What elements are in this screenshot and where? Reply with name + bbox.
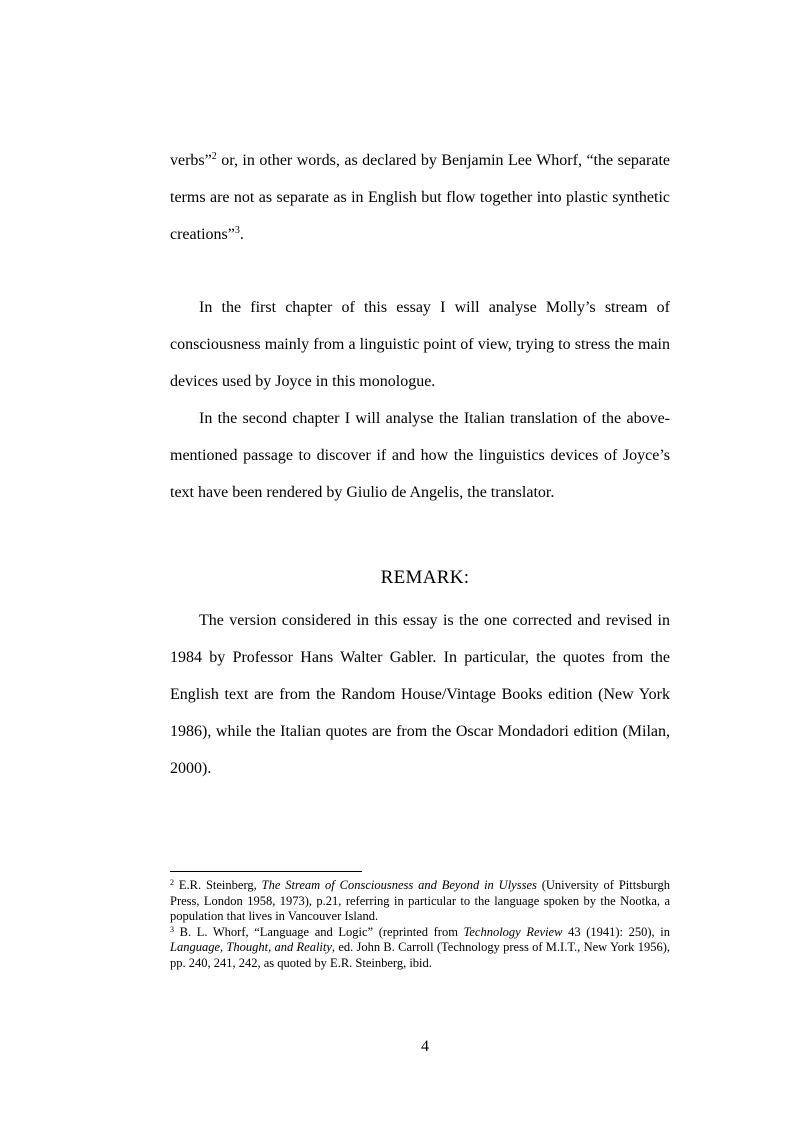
paragraph-text: . bbox=[239, 226, 244, 243]
footnote-book-title: Language, Thought, and Reality bbox=[170, 940, 332, 955]
footnote-number: 2 bbox=[170, 878, 174, 887]
footnote-ref-3[interactable]: 3 bbox=[234, 225, 240, 236]
footnote-ref-2[interactable]: 2 bbox=[211, 151, 217, 162]
paragraph-text: verbs” bbox=[170, 152, 212, 169]
footnote-3 bbox=[170, 925, 670, 972]
footnote-text: E.R. Steinberg, bbox=[174, 878, 262, 892]
footnote-number: 3 bbox=[170, 924, 174, 934]
paragraph-remark: The version considered in this essay is the one corrected and revised in 1984 by Professor Hans Walter Gabler. In particular, the quotes from the English text are from the Random House/Vintage Books edition (New York 1986), while the Italian quotes are from the Oscar Mondadori edition (Milan, 2000). bbox=[170, 612, 670, 777]
footnote-2 bbox=[170, 878, 670, 925]
paragraph-second-chapter: In the second chapter I will analyse the Italian translation of the above-mentioned passage to discover if and how the linguistics devices of Joyce’s text have been rendered by Giulio de Angelis, the translator. bbox=[170, 410, 670, 501]
footnote-separator bbox=[170, 871, 362, 872]
paragraph-text: or, in other words, as declared by Benjamin Lee Whorf, “the separate terms are not as separate as in English but flow together into plastic synthetic creations” bbox=[170, 152, 670, 243]
paragraph-first-chapter: In the first chapter of this essay I will analyse Molly’s stream of consciousness mainly from a linguistic point of view, trying to stress the main devices used by Joyce in this monologue. bbox=[170, 299, 670, 390]
footnote-text: B. L. Whorf, “Language and Logic” (reprinted from bbox=[174, 924, 464, 939]
paragraph-continuation bbox=[170, 142, 670, 253]
remark-heading: REMARK: bbox=[380, 567, 470, 588]
page-number: 4 bbox=[421, 1038, 429, 1055]
footnote-book-title: The Stream of Consciousness and Beyond in Ulysses bbox=[261, 878, 537, 892]
footnote-text: 43 (1941): 250), in bbox=[562, 924, 671, 939]
footnotes bbox=[170, 878, 670, 972]
footnote-text: (University of Pittsburgh Press, London 1958, 1973), p.21, referring in particular to the language spoken by the Nootka, a population that lives in Vancouver Island. bbox=[170, 878, 670, 924]
footnote-text: , ed. John B. Carroll (Technology press of M.I.T., New York 1956), pp. 240, 241, 242, as quoted by E.R. Steinberg, ibid. bbox=[170, 940, 670, 970]
footnote-journal-title: Technology Review bbox=[463, 924, 563, 939]
